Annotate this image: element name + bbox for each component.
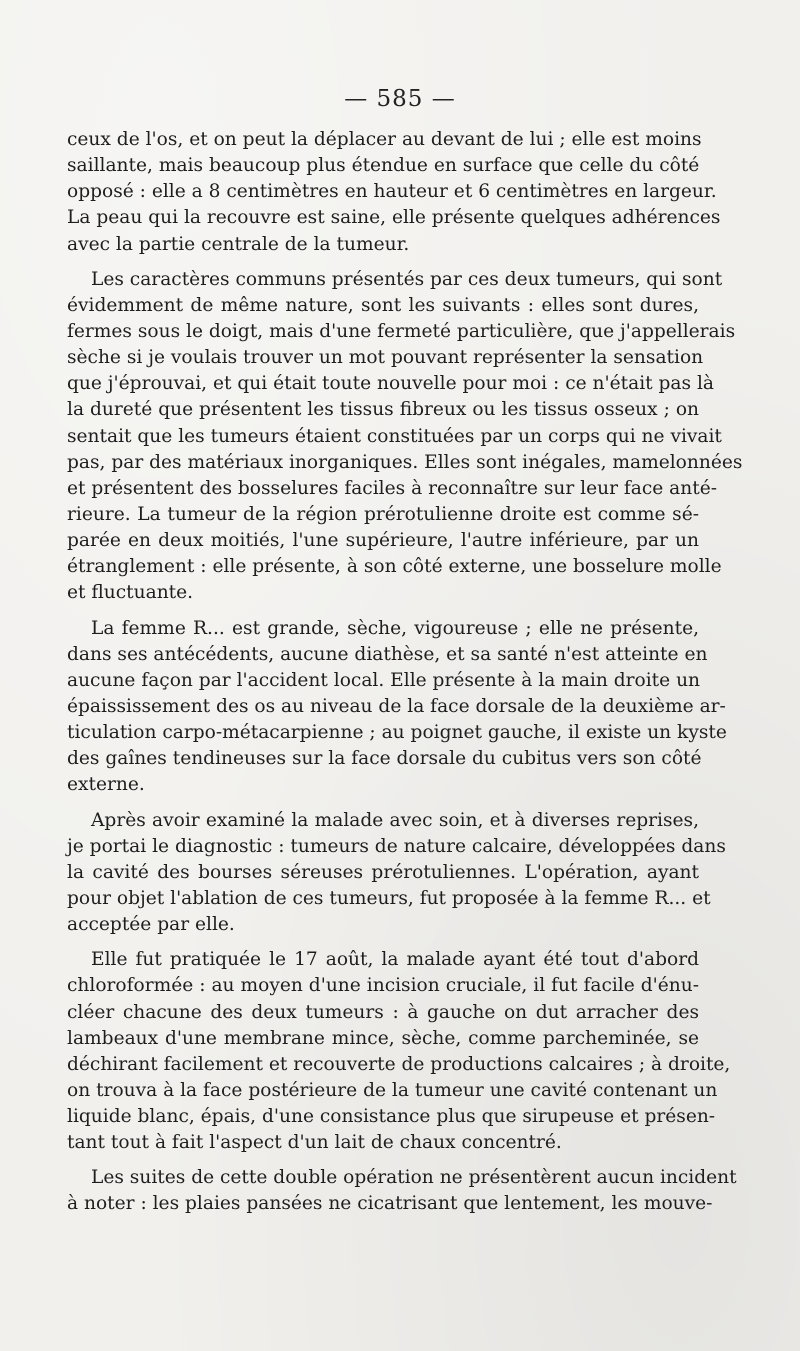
text-line: cléer chacune des deux tumeurs : à gauche on dut arracher des [67,1001,699,1023]
text-line: parée en deux moitiés, l'une supérieure, l'autre inférieure, par un [67,530,699,552]
text-line: sentait que les tumeurs étaient constituées par un corps qui ne vivait [67,425,722,447]
text-line: on trouva à la face postérieure de la tumeur une cavité contenant un [67,1079,718,1101]
page-number: — 585 — [344,86,456,112]
text-line: acceptée par elle. [67,914,235,936]
text-line: fermes sous le doigt, mais d'une fermeté particulière, que j'appellerais [67,320,736,342]
text-line: liquide blanc, épais, d'une consistance plus que sirupeuse et présen- [67,1106,716,1128]
text-line: dans ses antécédents, aucune diathèse, et sa santé n'est atteinte en [67,643,708,665]
text-line: que j'éprouvai, et qui était toute nouvelle pour moi : ce n'était pas là [67,373,714,395]
paragraph-3 [67,616,727,799]
text-line: lambeaux d'une membrane mince, sèche, comme parcheminée, se [67,1027,699,1049]
text-line: Elle fut pratiquée le 17 août, la malade ayant été tout d'abord [91,949,699,971]
text-line: ceux de l'os, et on peut la déplacer au devant de lui ; elle est moins [67,129,702,150]
text-line: Les caractères communs présentés par ces deux tumeurs, qui sont [91,268,723,290]
text-line: la cavité des bourses séreuses prérotuliennes. L'opération, ayant [67,861,699,883]
text-line: épaississement des os au niveau de la face dorsale de la deuxième ar- [67,695,726,717]
text-line: la dureté que présentent les tissus fibreux ou les tissus osseux ; on [67,399,699,421]
text-line: rieure. La tumeur de la région prérotulienne droite est comme sé- [67,503,699,525]
text-line: évidemment de même nature, sont les suivants : elles sont dures, [67,294,699,316]
text-line: je portai le diagnostic : tumeurs de nature calcaire, développées dans [67,835,726,857]
text-line: et fluctuante. [67,582,194,604]
text-line: déchirant facilement et recouverte de productions calcaires ; à droite, [67,1053,731,1075]
text-line: avec la partie centrale de la tumeur. [67,233,410,255]
text-line: La peau qui la recouvre est saine, elle présente quelques adhérences [67,207,721,229]
text-line: et présentent des bosselures faciles à reconnaître sur leur face anté- [67,477,717,499]
text-line: chloroformée : au moyen d'une incision cruciale, il fut facile d'énu- [67,975,699,997]
text-line: sèche si je voulais trouver un mot pouvant représenter la sensation [67,347,704,369]
text-line: externe. [67,774,145,796]
text-line: saillante, mais beaucoup plus étendue en surface que celle du côté [67,155,700,177]
text-line: étranglement : elle présente, à son côté externe, une bosselure molle [67,556,722,578]
text-line: des gaînes tendineuses sur la face dorsale du cubitus vers son côté [67,748,702,770]
text-line: à noter : les plaies pansées ne cicatrisant que lentement, les mouve- [67,1193,713,1215]
paragraph-4 [67,808,726,939]
text-line: opposé : elle a 8 centimètres en hauteur et 6 centimètres en largeur. [67,181,717,203]
text-line: Après avoir examiné la malade avec soin, et à diverses reprises, [91,809,699,831]
text-line: pour objet l'ablation de ces tumeurs, fut proposée à la femme R... et [67,887,711,909]
body-text [67,127,743,1227]
paragraph-5 [67,947,731,1156]
text-line: aucune façon par l'accident local. Elle présente à la main droite un [67,669,701,691]
paragraph-1 [67,127,721,258]
paragraph-2 [67,267,743,607]
text-line: pas, par des matériaux inorganiques. Elles sont inégales, mamelonnées [67,451,743,473]
text-line: ticulation carpo-métacarpienne ; au poignet gauche, il existe un kyste [67,722,727,744]
text-line: Les suites de cette double opération ne présentèrent aucun incident [91,1167,737,1189]
text-line: tant tout à fait l'aspect d'un lait de chaux concentré. [67,1132,562,1154]
paragraph-6 [67,1165,737,1217]
text-line: La femme R... est grande, sèche, vigoureuse ; elle ne présente, [91,617,699,639]
